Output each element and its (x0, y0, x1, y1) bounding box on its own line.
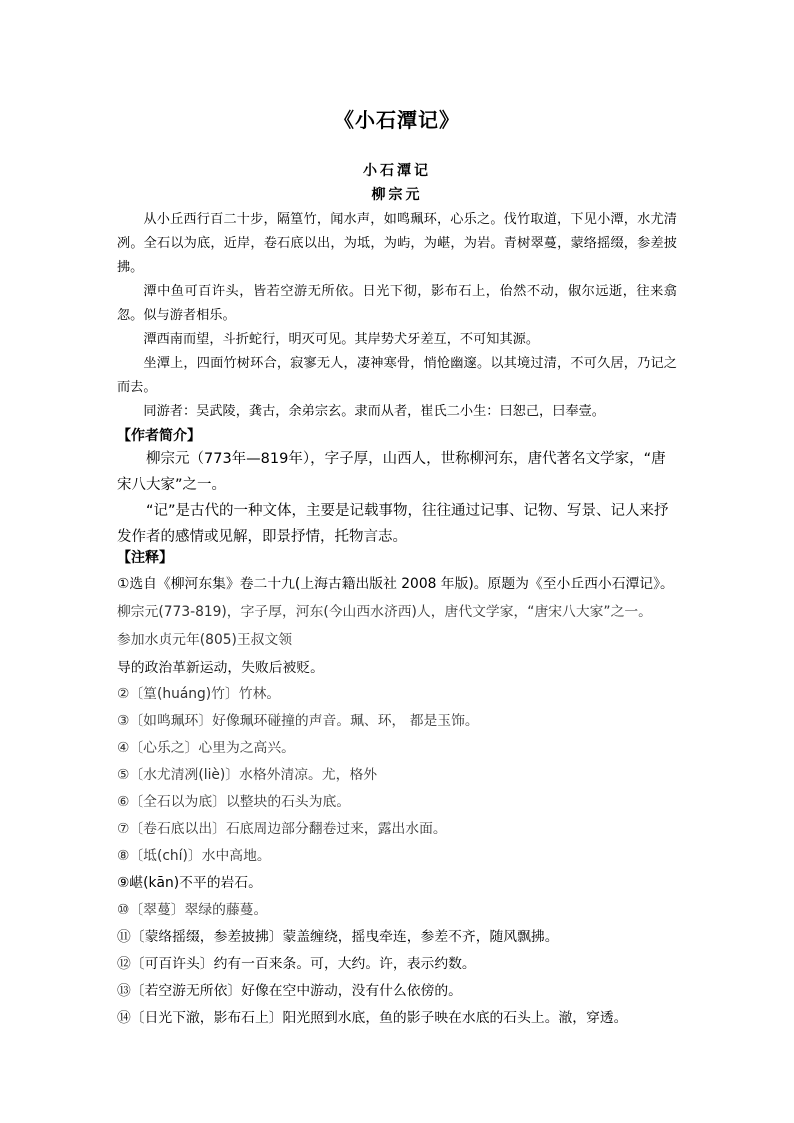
author-intro-text (117, 446, 677, 550)
note-line: ⑧〔坻(chí)〕水中高地。 (117, 848, 271, 864)
author-intro-paragraph: “记”是古代的一种文体，主要是记载事物，往往通过记事、记物、写景、记人来抒发作者的感情或见解，即景抒情，托物言志。 (117, 503, 669, 545)
note-line: ⑫〔可百许头〕约有一百来条。可，大约。许，表示约数。 (117, 956, 476, 972)
note-line: 柳宗元(773-819)，字子厚，河东(今山西水济西)人，唐代文学家，“唐宋八大家”之一。 (117, 604, 652, 620)
note-line: 参加水贞元年(805)王叔文领 (117, 632, 293, 648)
note-line: ③〔如鸣珮环〕好像珮环碰撞的声音。珮、环， 都是玉饰。 (117, 713, 479, 729)
essay-text (117, 208, 677, 424)
essay-paragraph: 潭中鱼可百许头，皆若空游无所依。日光下彻，影布石上，佁然不动，俶尔远逝，往来翕忽。似与游者相乐。 (117, 284, 677, 323)
note-line: ⑪〔蒙络摇缀，参差披拂〕蒙盖缠绕，摇曳牵连，参差不齐，随风飘拂。 (117, 929, 559, 945)
essay-paragraph: 坐潭上，四面竹树环合，寂寥无人，凄神寒骨，悄怆幽邃。以其境过清，不可久居，乃记之而去。 (117, 356, 677, 395)
essay-paragraph: 从小丘西行百二十步，隔篁竹，闻水声，如鸣珮环，心乐之。伐竹取道，下见小潭，水尤清冽。全石以为底，近岸，卷石底以出，为坻，为屿，为嵁，为岩。青树翠蔓，蒙络摇缀，参差披拂。 (117, 212, 677, 275)
notes-heading: 【注释】 (117, 550, 173, 566)
essay-author: 柳宗元 (371, 187, 423, 203)
note-line: ⑭〔日光下澈，影布石上〕阳光照到水底，鱼的影子映在水底的石头上。澈，穿透。 (117, 1010, 628, 1026)
note-line: ⑨嵁(kān)不平的岩石。 (117, 875, 262, 891)
note-line: ②〔篁(huáng)竹〕竹林。 (117, 686, 281, 702)
note-line: ⑥〔全石以为底〕以整块的石头为底。 (117, 794, 351, 810)
essay-title: 小石潭记 (363, 163, 431, 179)
note-line: ⑤〔水尤清冽(liè)〕水格外清凉。尤，格外 (117, 767, 378, 783)
author-intro-paragraph: 柳宗元（773年—819年），字子厚，山西人，世称柳河东，唐代著名文学家，“唐宋八大家”之一。 (117, 451, 666, 493)
author-intro-heading: 【作者简介】 (117, 428, 201, 444)
essay-paragraph: 同游者：吴武陵，龚古，余弟宗玄。隶而从者，崔氏二小生：曰恕己，曰奉壹。 (143, 404, 605, 419)
note-line: ⑬〔若空游无所依〕好像在空中游动，没有什么依傍的。 (117, 983, 462, 999)
essay-paragraph: 潭西南而望，斗折蛇行，明灭可见。其岸势犬牙差互，不可知其源。 (143, 332, 540, 347)
note-line: ①选自《柳河东集》卷二十九(上海古籍出版社 2008 年版)。原题为《至小丘西小石潭记》。 (117, 576, 674, 592)
note-line: 导的政治革新运动，失败后被贬。 (117, 660, 324, 676)
note-line: ⑩〔翠蔓〕翠绿的藤蔓。 (117, 902, 268, 918)
note-line: ④〔心乐之〕心里为之高兴。 (117, 740, 295, 756)
note-line: ⑦〔卷石底以出〕石底周边部分翻卷过来，露出水面。 (117, 821, 447, 837)
document-title: 《小石潭记》 (334, 108, 460, 132)
